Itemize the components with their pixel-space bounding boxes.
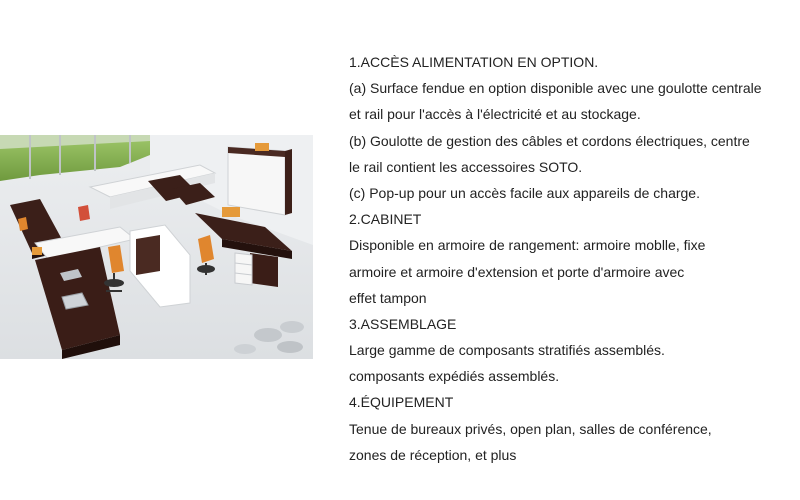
heading-assembly: 3.ASSEMBLAGE	[349, 315, 457, 332]
description-line: (a) Surface fendue en option disponible avec une goulotte centrale	[349, 80, 762, 97]
description-line: (c) Pop-up pour un accès facile aux appareils de charge.	[349, 184, 700, 201]
description-line: armoire et armoire d'extension et porte d'armoire avec	[349, 263, 685, 280]
heading-power-access: 1.ACCÈS ALIMENTATION EN OPTION.	[349, 54, 599, 70]
description-line: Tenue de bureaux privés, open plan, salles de conférence,	[349, 420, 712, 437]
heading-cabinet: 2.CABINET	[349, 211, 422, 228]
description-line: composants expédiés assemblés.	[349, 368, 560, 385]
description-line: (b) Goulotte de gestion des câbles et cordons électriques, centre	[349, 132, 750, 149]
description-line: Disponible en armoire de rangement: armoire moblle, fixe	[349, 237, 706, 254]
product-description	[349, 49, 794, 468]
description-line: effet tampon	[349, 289, 427, 306]
description-line: et rail pour l'accès à l'électricité et au stockage.	[349, 106, 641, 123]
product-photo	[0, 135, 313, 359]
description-line: zones de réception, et plus	[349, 446, 517, 463]
office-furniture-illustration	[0, 135, 313, 359]
description-line: Large gamme de composants stratifiés assemblés.	[349, 342, 665, 359]
heading-equipment: 4.ÉQUIPEMENT	[349, 394, 454, 411]
description-line: le rail contient les accessoires SOTO.	[349, 158, 583, 175]
